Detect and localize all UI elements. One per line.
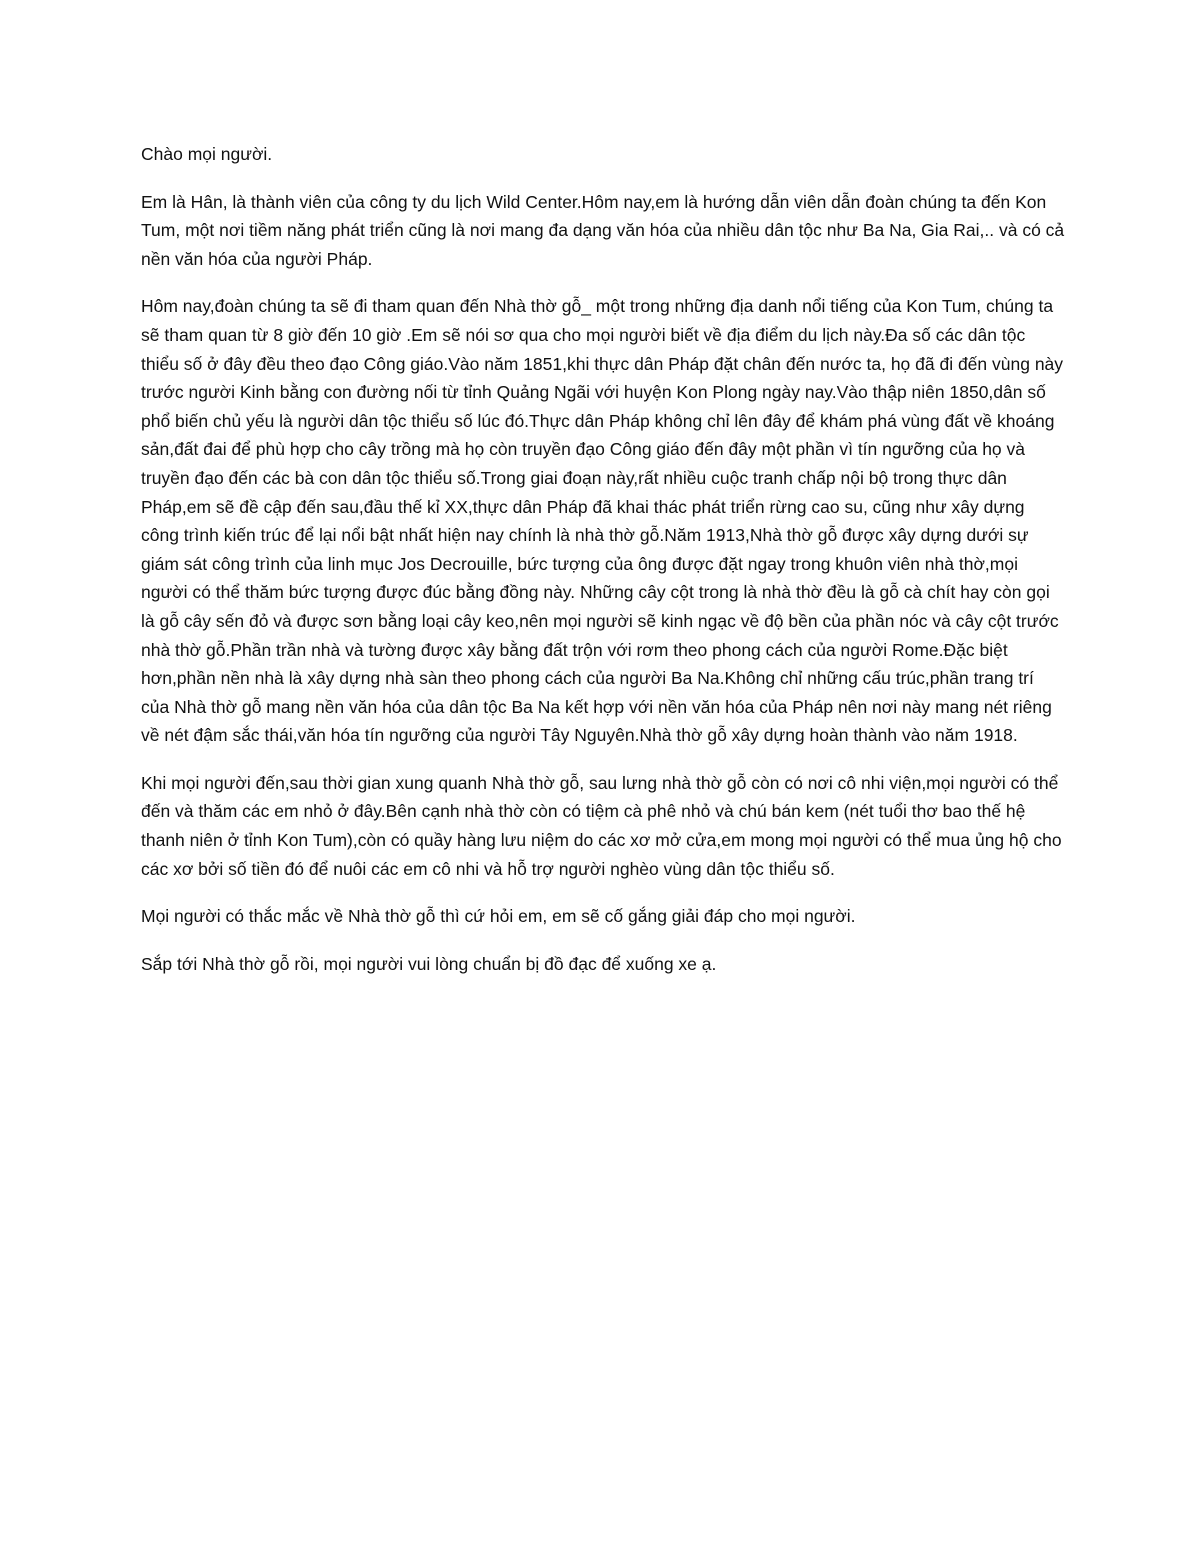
greeting-paragraph: Chào mọi người. (141, 144, 273, 164)
closing-paragraph: Sắp tới Nhà thờ gỗ rồi, mọi người vui lòng chuẩn bị đồ đạc để xuống xe ạ. (141, 953, 717, 974)
questions-paragraph: Mọi người có thắc mắc về Nhà thờ gỗ thì cứ hỏi em, em sẽ cố gắng giải đáp cho mọi người. (141, 906, 856, 927)
visit-info-paragraph: Khi mọi người đến,sau thời gian xung quanh Nhà thờ gỗ, sau lưng nhà thờ gỗ còn có nơi cô nhi viện,mọi người có thể đến và thăm các em nhỏ ở đây.Bên cạnh nhà thờ còn có tiệm cà phê nhỏ và chú bán kem (nét tuổi thơ bao thế hệ thanh niên ở tỉnh Kon Tum),còn có quầy hàng lưu niệm do các xơ mở cửa,em mong mọi người có thể mua ủng hộ cho các xơ bởi số tiền đó để nuôi các em cô nhi và hỗ trợ người nghèo vùng dân tộc thiểu số. (141, 772, 1062, 879)
document-body (141, 140, 1066, 997)
introduction-paragraph: Em là Hân, là thành viên của công ty du lịch Wild Center.Hôm nay,em là hướng dẫn viên dẫn đoàn chúng ta đến Kon Tum, một nơi tiềm năng phát triển cũng là nơi mang đa dạng văn hóa của nhiều dân tộc như Ba Na, Gia Rai,.. và có cả nền văn hóa của người Pháp. (141, 191, 1065, 269)
history-paragraph: Hôm nay,đoàn chúng ta sẽ đi tham quan đến Nhà thờ gỗ_ một trong những địa danh nổi tiếng của Kon Tum, chúng ta sẽ tham quan từ 8 giờ đến 10 giờ .Em sẽ nói sơ qua cho mọi người biết về địa điểm du lịch này.Đa số các dân tộc thiểu số ở đây đều theo đạo Công giáo.Vào năm 1851,khi thực dân Pháp đặt chân đến nước ta, họ đã đi đến vùng này trước người Kinh bằng con đường nối từ tỉnh Quảng Ngãi với huyện Kon Plong ngày nay.Vào thập niên 1850,dân số phổ biến chủ yếu là người dân tộc thiểu số lúc đó.Thực dân Pháp không chỉ lên đây để khám phá vùng đất về khoáng sản,đất đai để phù hợp cho cây trồng mà họ còn truyền đạo Công giáo đến đây một phần vì tín ngưỡng của họ và truyền đạo đến các bà con dân tộc thiểu số.Trong giai đoạn này,rất nhiều cuộc tranh chấp nội bộ trong thực dân Pháp,em sẽ đề cập đến sau,đầu thế kỉ XX,thực dân Pháp đã khai thác phát triển rừng cao su, cũng như xây dựng công trình kiến trúc để lại nổi bật nhất hiện nay chính là nhà thờ gỗ.Năm 1913,Nhà thờ gỗ được xây dựng dưới sự giám sát công trình của linh mục Jos Decrouille, bức tượng của ông được đặt ngay trong khuôn viên nhà thờ,mọi người có thể thăm bức tượng được đúc bằng đồng này. Những cây cột trong là nhà thờ đều là gỗ cà chít hay còn gọi là gỗ cây sến đỏ và được sơn bằng loại cây keo,nên mọi người sẽ kinh ngạc về độ bền của phần nóc và cây cột trước nhà thờ gỗ.Phần trần nhà và tường được xây bằng đất trộn với rơm theo phong cách của người Rome.Đặc biệt hơn,phần nền nhà là xây dựng nhà sàn theo phong cách của người Ba Na.Không chỉ những cấu trúc,phần trang trí của Nhà thờ gỗ mang nền văn hóa của dân tộc Ba Na kết hợp với nền văn hóa của Pháp nên nơi này mang nét riêng về nét đậm sắc thái,văn hóa tín ngưỡng của người Tây Nguyên.Nhà thờ gỗ xây dựng hoàn thành vào năm 1918. (141, 296, 1064, 746)
